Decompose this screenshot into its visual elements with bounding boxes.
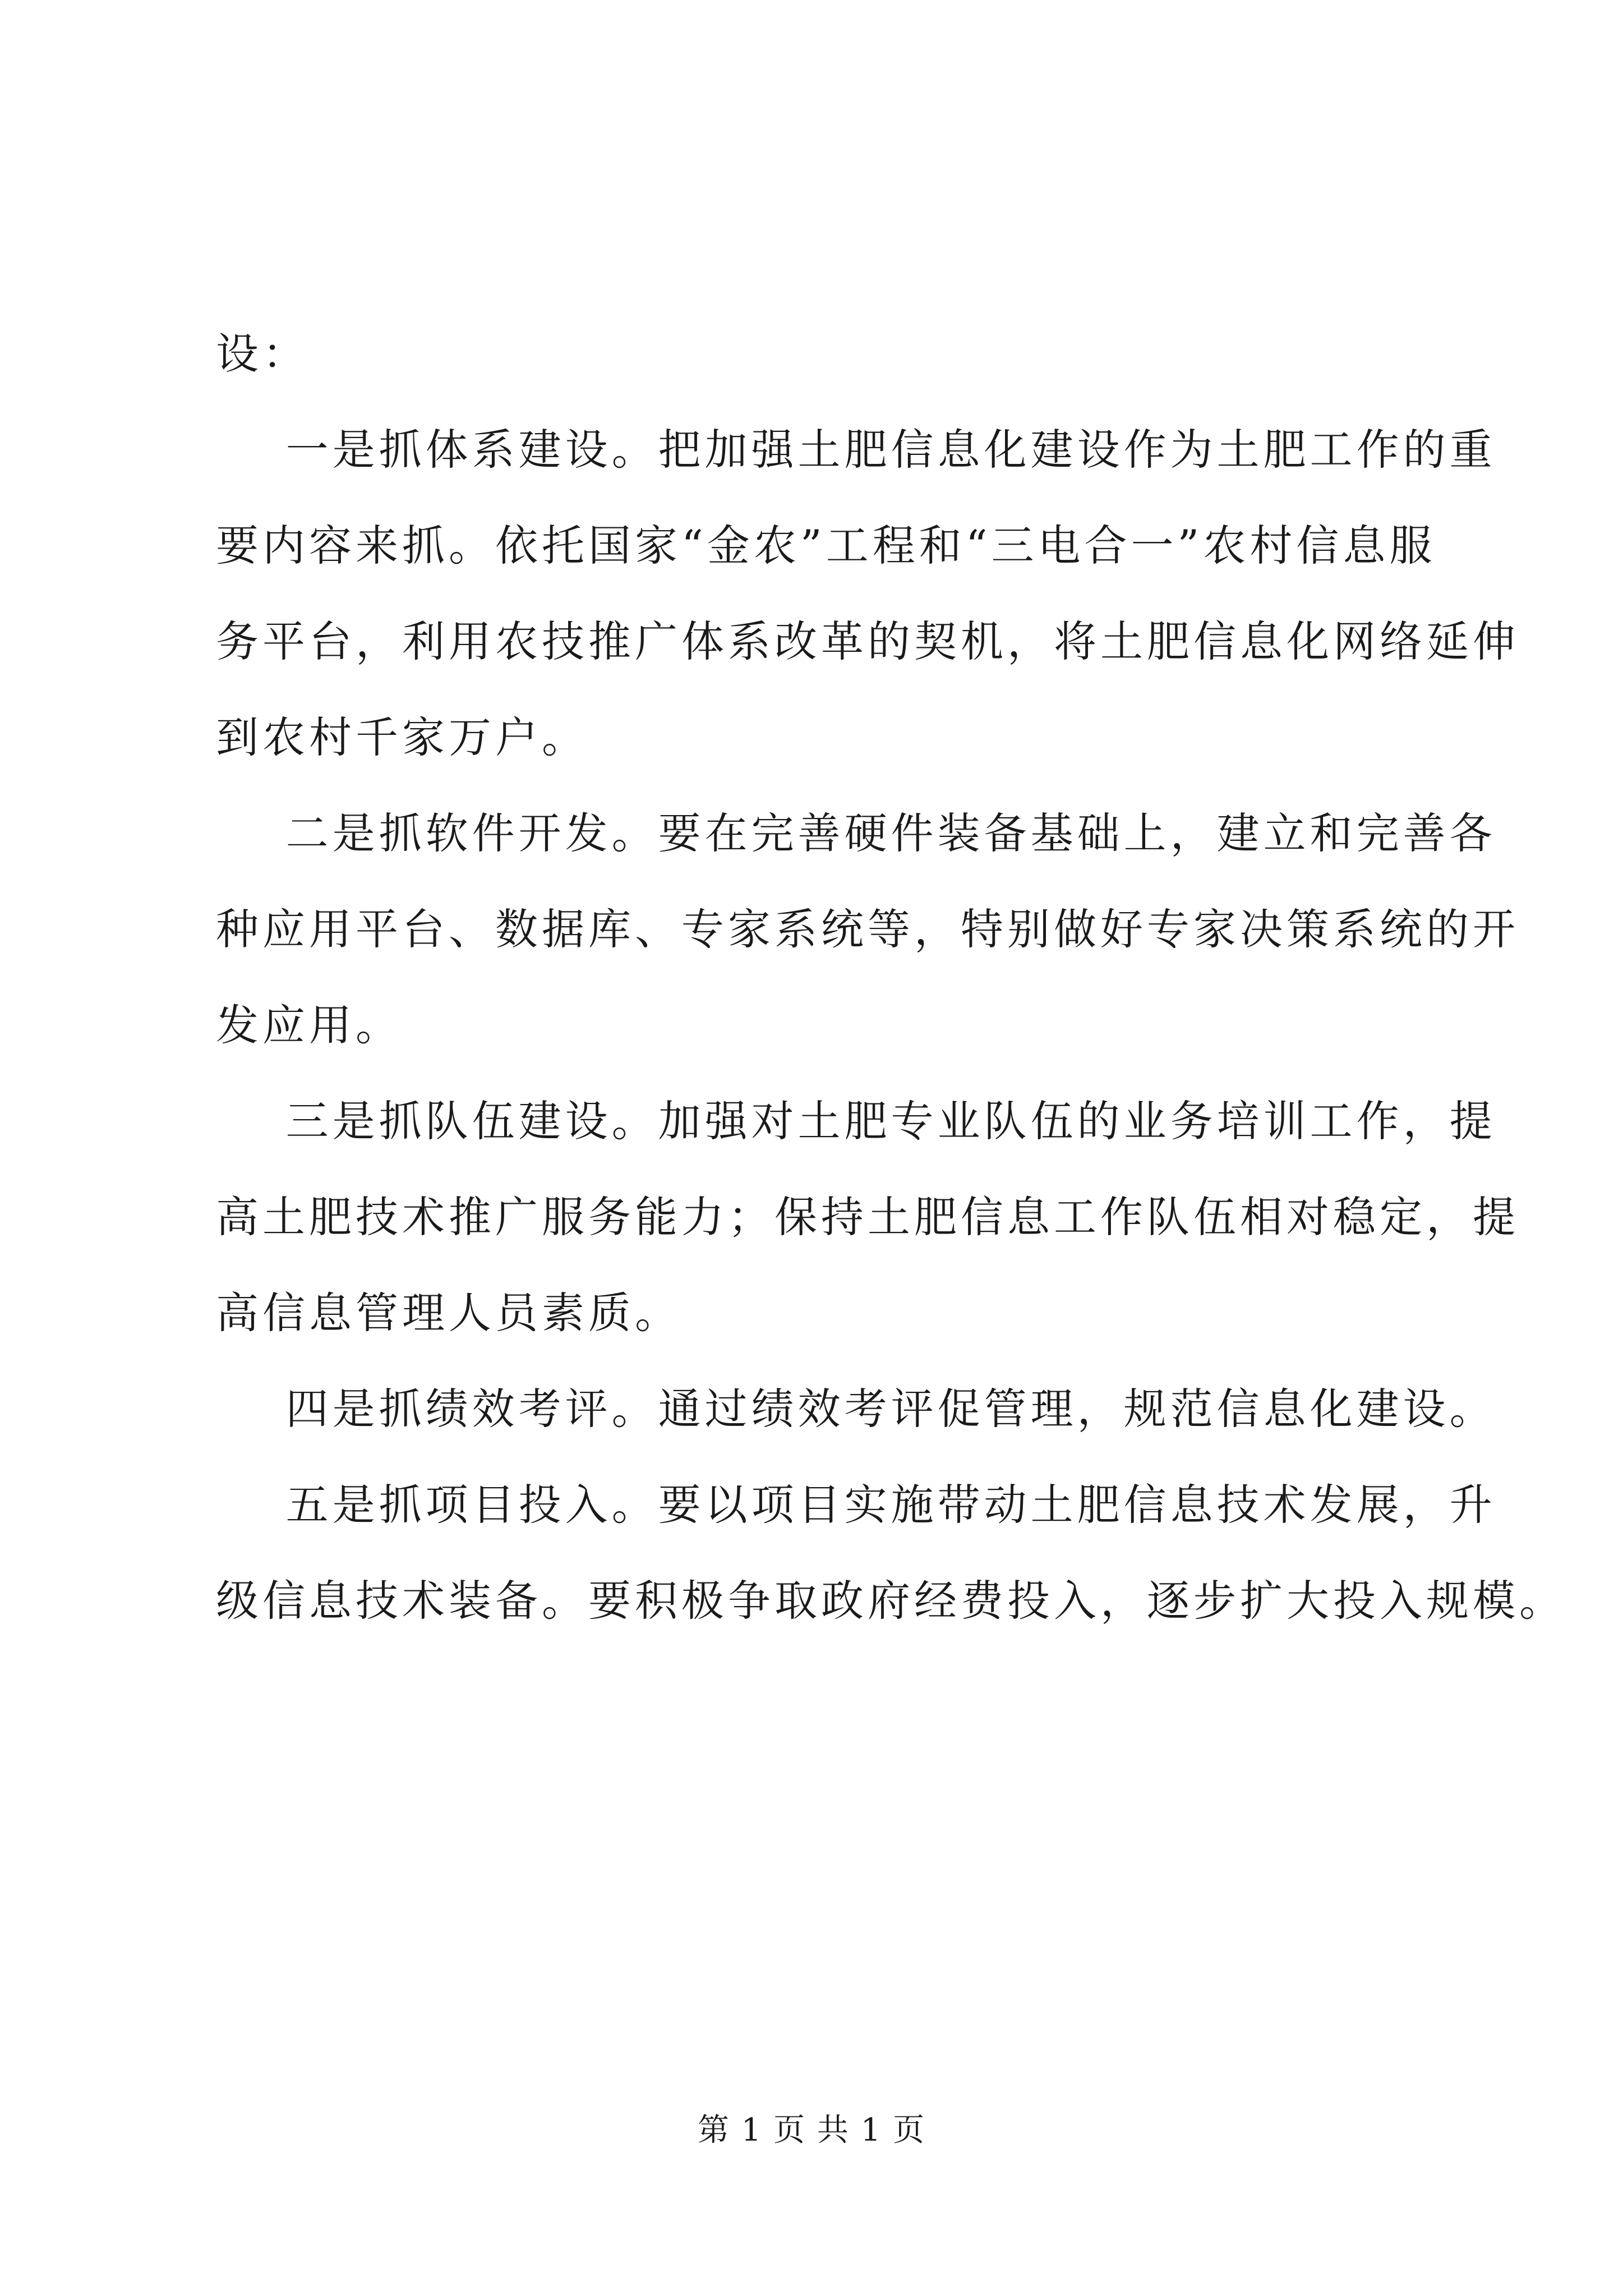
text-line: 要内容来抓。依托国家“金农”工程和“三电合一”农村信息服 [216, 521, 1436, 570]
text-line: 种应用平台、数据库、专家系统等，特别做好专家决策系统的开 [216, 904, 1519, 954]
text-line: 五是抓项目投入。要以项目实施带动土肥信息技术发展，升 [216, 1480, 1496, 1530]
text-line: 三是抓队伍建设。加强对土肥专业队伍的业务培训工作，提 [216, 1096, 1496, 1146]
text-line: 高土肥技术推广服务能力；保持土肥信息工作队伍相对稳定，提 [216, 1192, 1519, 1242]
text-line: 级信息技术装备。要积极争取政府经费投入，逐步扩大投入规模。 [216, 1576, 1566, 1626]
text-line: 一是抓体系建设。把加强土肥信息化建设作为土肥工作的重 [216, 425, 1496, 475]
text-line: 二是抓软件开发。要在完善硬件装备基础上，建立和完善各 [216, 808, 1496, 858]
text-line: 到农村千家万户。 [216, 712, 588, 762]
text-line: 务平台，利用农技推广体系改革的契机，将土肥信息化网络延伸 [216, 616, 1519, 666]
text-line: 发应用。 [216, 1000, 402, 1050]
document-body [216, 306, 1566, 1649]
page-footer [0, 2108, 1623, 2153]
text-line: 高信息管理人员素质。 [216, 1288, 681, 1338]
text-line: 设： [216, 329, 309, 379]
page-number-label: 第 1 页 共 1 页 [697, 2112, 926, 2148]
text-line: 四是抓绩效考评。通过绩效考评促管理，规范信息化建设。 [216, 1384, 1496, 1434]
